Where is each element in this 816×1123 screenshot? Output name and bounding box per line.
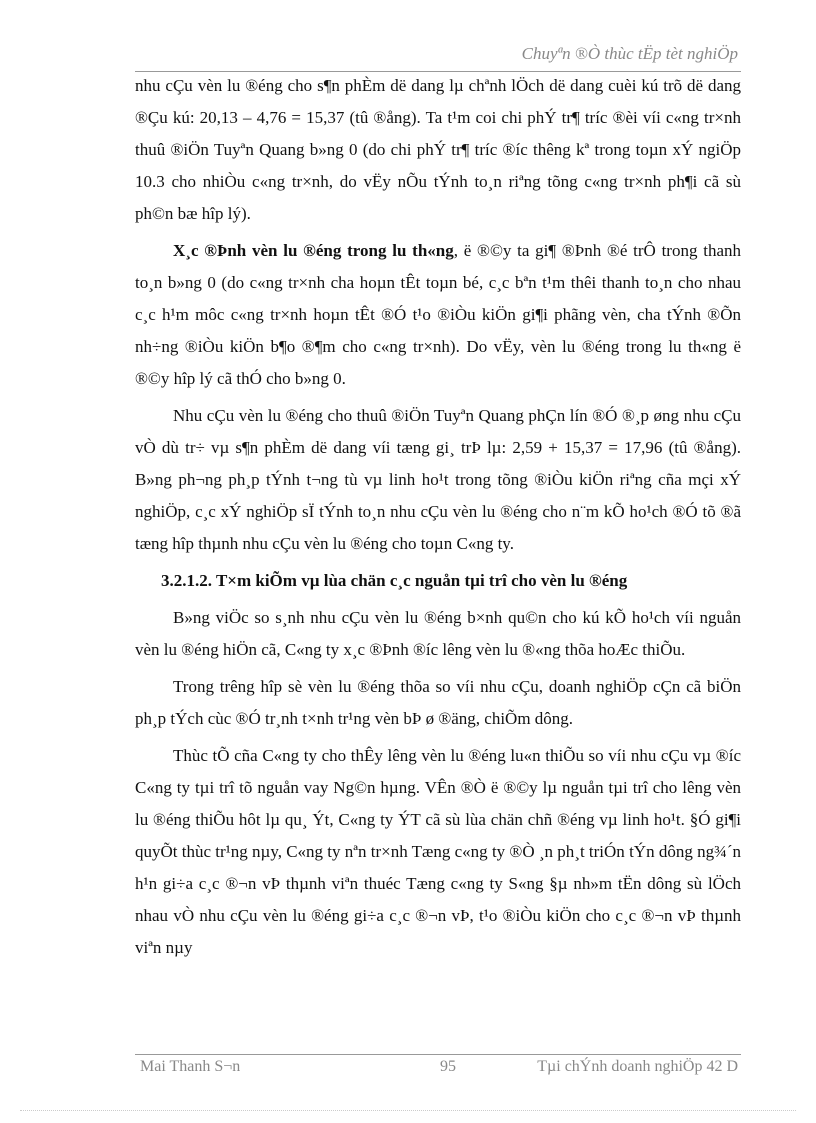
paragraph-4: B»ng viÖc so s¸nh nhu cÇu vèn lu ®éng b×nh qu©n cho kú kÕ ho¹ch víi nguån vèn lu ®éng hiÖn cã, C«ng ty x¸c ®Þnh ®íc lêng vèn lu ®«ng thõa hoÆc thiÕu. xyxy=(135,608,741,659)
paragraph-5: Trong trêng hîp sè vèn lu ®éng thõa so víi nhu cÇu, doanh nghiÖp cÇn cã biÖn ph¸p tÝch cùc ®Ó tr¸nh t×nh tr¹ng vèn bÞ ø ®äng, chiÕm dông. xyxy=(135,677,741,728)
section-heading: 3.2.1.2. T×m kiÕm vµ lùa chän c¸c nguån tµi trî cho vèn lu ®éng xyxy=(161,571,628,590)
footer-class-info: Tµi chÝnh doanh nghiÖp 42 D xyxy=(537,1058,738,1075)
footer-author: Mai Thanh S¬n xyxy=(140,1058,241,1075)
body-text xyxy=(135,70,741,969)
page-number: 95 xyxy=(440,1058,456,1075)
footer-rule xyxy=(135,1054,741,1055)
paragraph-2-lead: X¸c ®Þnh vèn lu ®éng trong lu th«ng xyxy=(173,241,454,260)
paragraph-6: Thùc tÕ cña C«ng ty cho thÊy lêng vèn lu ®éng lu«n thiÕu so víi nhu cÇu vµ ®íc C«ng ty tµi trî tõ nguån vay Ng©n hµng. VÊn ®Ò ë ®©y lµ nguån tµi trî cho lêng vèn lu ®éng thiÕu hôt lµ qu¸ Ýt, C«ng ty ÝT cã sù lùa chän chñ ®éng vµ linh ho¹t. §Ó gi¶i quyÕt thùc tr¹ng nµy, C«ng ty nªn tr×nh Tæng c«ng ty ®Ò ¸n ph¸t triÓn tÝn dông ng¾´n h¹n gi÷a c¸c ®¬n vÞ thµnh viªn thuéc Tæng c«ng ty S«ng §µ nh»m tËn dông sù lÖch nhau vÒ nhu cÇu vèn lu ®éng gi÷a c¸c ®¬n vÞ, t¹o ®iÒu kiÖn cho c¸c ®¬n vÞ thµnh viªn nµy xyxy=(135,746,741,957)
paragraph-2 xyxy=(135,235,741,395)
paragraph-3: Nhu cÇu vèn lu ®éng cho thuû ®iÖn Tuyªn Quang phÇn lín ®Ó ®¸p øng nhu cÇu vÒ dù tr÷ vµ s¶n phÈm dë dang víi tæng gi¸ trÞ lµ: 2,59 + 15,37 = 17,96 (tû ®ång). B»ng ph¬ng ph¸p tÝnh t¬ng tù vµ linh ho¹t trong tõng ®iÒu kiÖn riªng cña mçi xÝ nghiÖp, c¸c xÝ nghiÖp sÏ tÝnh to¸n nhu cÇu vèn lu ®éng cho n¨m kÕ ho¹ch ®Ó tõ ®ã tæng hîp thµnh nhu cÇu vèn lu ®éng cho toµn C«ng ty. xyxy=(135,406,741,553)
paragraph-1: nhu cÇu vèn lu ®éng cho s¶n phÈm dë dang lµ chªnh lÖch dë dang cuèi kú trõ dë dang ®Çu kú: 20,13 – 4,76 = 15,37 (tû ®ång). Ta t¹m coi chi phÝ tr¶ tríc ®èi víi c«ng tr×nh thuû ®iÖn Tuyªn Quang b»ng 0 (do chi phÝ tr¶ tríc ®íc thêng kª trong toµn xÝ ngiÖp 10.3 cho nhiÒu c«ng tr×nh, do vËy nÕu tÝnh to¸n riªng tõng c«ng tr×nh ph¶i cã sù ph©n bæ hîp lý). xyxy=(135,76,741,223)
paragraph-2-rest: , ë ®©y ta gi¶ ®Þnh ®é trÔ trong thanh to¸n b»ng 0 (do c«ng tr×nh cha hoµn tÊt toµn bé, c¸c bªn t¹m thêi thanh to¸n cho nhau c¸c h¹m môc c«ng tr×nh hoµn tÊt ®Ó t¹o ®iÒu kiÖn gi¶i phãng vèn, cha tÝnh ®Õn nh÷ng ®iÒu kiÖn b¶o ®¶m cho c«ng tr×nh). Do vËy, vèn lu ®éng trong lu th«ng ë ®©y hîp lý cã thÓ cho b»ng 0. xyxy=(135,241,741,388)
running-header: Chuyªn ®Ò thùc tËp tèt nghiÖp xyxy=(521,44,738,63)
page-edge xyxy=(20,1110,796,1111)
